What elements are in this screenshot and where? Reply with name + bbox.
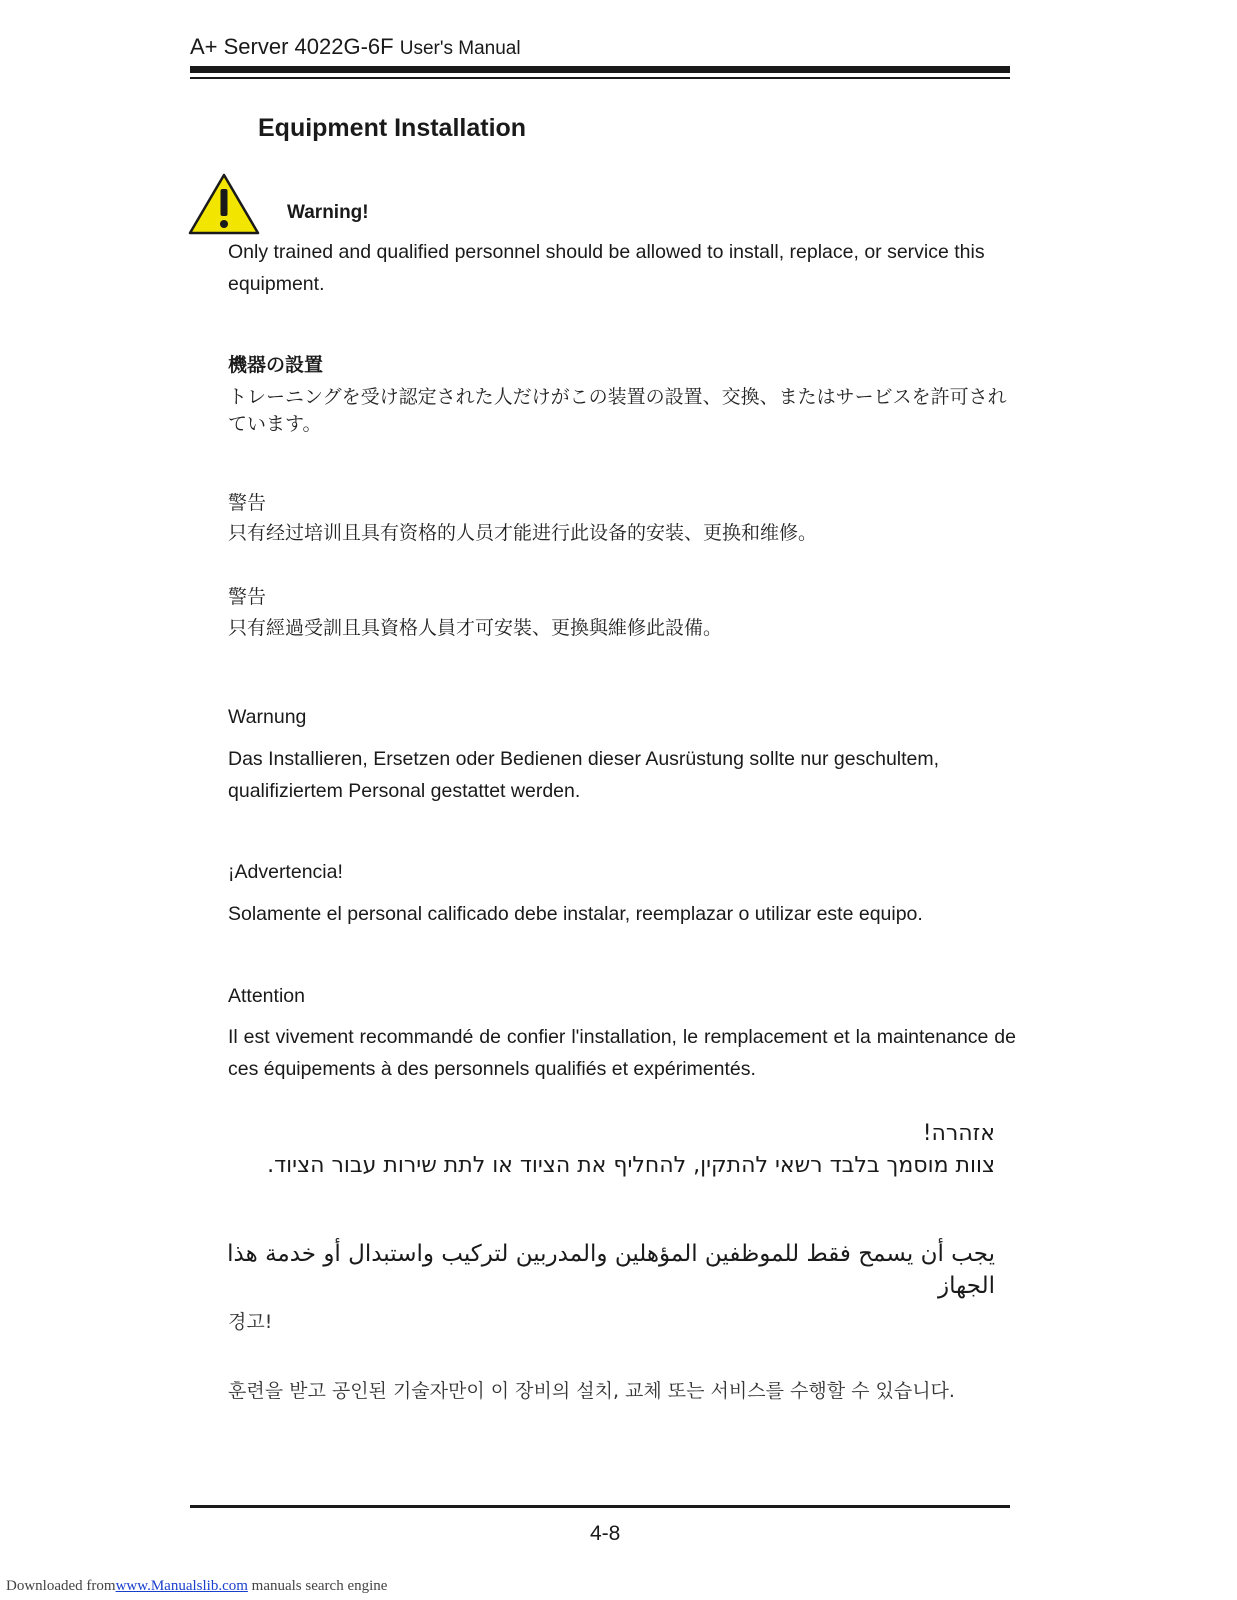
- running-header: [190, 34, 521, 60]
- section-title: Equipment Installation: [258, 114, 527, 142]
- warning-triangle-icon: [188, 172, 260, 236]
- header-manual: User's Manual: [399, 38, 521, 59]
- warning-label-en: Warning!: [287, 202, 369, 223]
- warning-text-zh-cn: 只有经过培训且具有资格的人员才能进行此设备的安装、更换和维修。: [228, 522, 818, 544]
- footer-suffix: manuals search engine: [247, 1578, 388, 1594]
- warning-label-ko: 경고!: [228, 1311, 273, 1333]
- warning-text-es: Solamente el personal calificado debe instalar, reemplazar o utilizar este equipo.: [228, 903, 923, 925]
- warning-label-zh-cn: 警告: [228, 492, 267, 514]
- warning-label-es: ¡Advertencia!: [228, 861, 343, 883]
- warning-label-ja: 機器の設置: [228, 354, 324, 376]
- warning-text-ko: 훈련을 받고 공인된 기술자만이 이 장비의 설치, 교체 또는 서비스를 수행할 수 있습니다.: [228, 1380, 955, 1402]
- warning-text-ar: يجب أن يسمح فقط للموظفين المؤهلين والمدربين لتركيب واستبدال أو خدمة هذا الجهاز: [227, 1241, 995, 1299]
- manualslib-link[interactable]: www.Manualslib.com: [115, 1578, 248, 1594]
- warning-text-fr: Il est vivement recommandé de confier l'installation, le remplacement et la maintenance de ces équipements à des personnels qualifiés et expérimentés.: [228, 1026, 1016, 1080]
- warning-label-he: אזהרה!: [922, 1121, 995, 1146]
- download-footer: [6, 1578, 387, 1595]
- header-rule-thick: [190, 66, 1010, 73]
- warning-label-de: Warnung: [228, 706, 307, 728]
- footer-prefix: Downloaded from: [6, 1578, 116, 1594]
- page-number: 4-8: [590, 1522, 621, 1545]
- header-product: A+ Server 4022G-6F: [190, 34, 394, 59]
- warning-text-he: צוות מוסמך בלבד רשאי להתקין, להחליף את הציוד או לתת שירות עבור הציוד.: [267, 1153, 995, 1178]
- footer-rule: [190, 1505, 1010, 1508]
- warning-text-de: Das Installieren, Ersetzen oder Bedienen dieser Ausrüstung sollte nur geschultem, qualifiziertem Personal gestattet werden.: [228, 748, 940, 802]
- warning-label-zh-tw: 警告: [228, 586, 267, 608]
- warning-text-ja: トレーニングを受け認定された人だけがこの装置の設置、交換、またはサービスを許可されています。: [228, 386, 1007, 435]
- header-rule-thin: [190, 77, 1010, 79]
- warning-label-fr: Attention: [228, 985, 305, 1007]
- warning-text-en: Only trained and qualified personnel should be allowed to install, replace, or service this equipment.: [228, 241, 985, 295]
- warning-text-zh-tw: 只有經過受訓且具資格人員才可安裝、更換與維修此設備。: [228, 617, 723, 639]
